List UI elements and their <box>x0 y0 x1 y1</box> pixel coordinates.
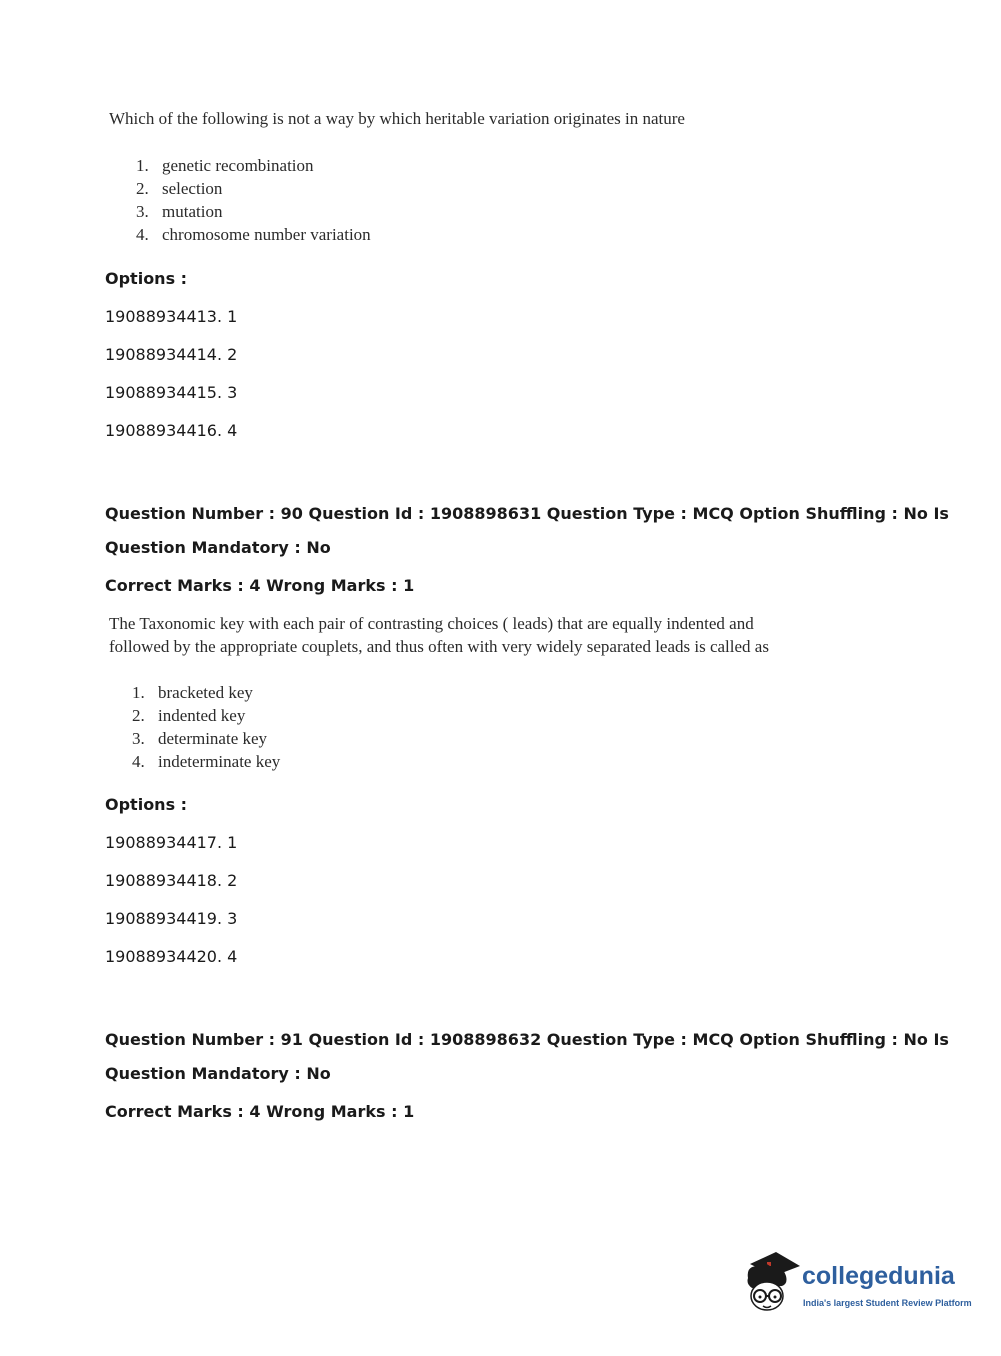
question-89-text: Which of the following is not a way by which heritable variation originates in nature <box>109 109 685 128</box>
mascot-icon <box>742 1250 800 1320</box>
question-91-marks: Correct Marks : 4 Wrong Marks : 1 <box>105 1102 415 1121</box>
question-90-text-line2: followed by the appropriate couplets, and thus often with very widely separated leads is called as <box>109 637 769 656</box>
option-item: 19088934413. 1 <box>105 307 238 326</box>
choice-item: 3. mutation <box>136 202 223 221</box>
option-item: 19088934418. 2 <box>105 871 238 890</box>
choice-item: 1. bracketed key <box>132 683 253 702</box>
option-item: 19088934415. 3 <box>105 383 238 402</box>
choice-item: 2. selection <box>136 179 223 198</box>
choice-item: 4. chromosome number variation <box>136 225 371 244</box>
option-item: 19088934419. 3 <box>105 909 238 928</box>
choice-item: 1. genetic recombination <box>136 156 314 175</box>
collegedunia-logo <box>742 1250 972 1320</box>
option-item: 19088934417. 1 <box>105 833 238 852</box>
choice-item: 3. determinate key <box>132 729 268 748</box>
question-90-marks: Correct Marks : 4 Wrong Marks : 1 <box>105 576 415 595</box>
question-90-header: Question Number : 90 Question Id : 1908898631 Question Type : MCQ Option Shuffling : No Is <box>105 504 949 523</box>
option-item: 19088934416. 4 <box>105 421 238 440</box>
question-91-mandatory: Question Mandatory : No <box>105 1064 331 1083</box>
choice-item: 4. indeterminate key <box>132 752 281 771</box>
choice-item: 2. indented key <box>132 706 246 725</box>
question-90-choices <box>132 681 280 773</box>
question-91-header: Question Number : 91 Question Id : 1908898632 Question Type : MCQ Option Shuffling : No Is <box>105 1030 949 1049</box>
question-90-text-line1: The Taxonomic key with each pair of contrasting choices ( leads) that are equally indented and <box>109 614 754 633</box>
question-89-choices <box>136 154 371 246</box>
options-label: Options : <box>105 269 188 288</box>
question-90-mandatory: Question Mandatory : No <box>105 538 331 557</box>
logo-tagline: India's largest Student Review Platform <box>803 1298 972 1308</box>
logo-brand-text: collegedunia <box>802 1262 955 1290</box>
options-label: Options : <box>105 795 188 814</box>
option-item: 19088934420. 4 <box>105 947 238 966</box>
option-item: 19088934414. 2 <box>105 345 238 364</box>
